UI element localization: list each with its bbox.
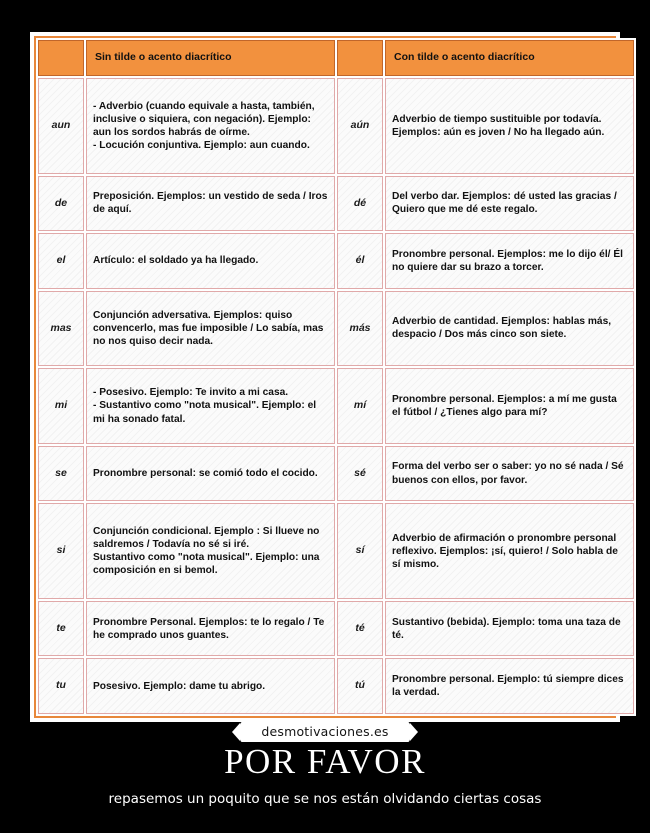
- definition-line: Adverbio de cantidad. Ejemplos: hablas más, despacio / Dos más cinco son siete.: [392, 316, 612, 341]
- definition-plain-cell: [86, 233, 335, 289]
- word-accent-cell: tú: [337, 658, 383, 714]
- table-row: [38, 78, 634, 174]
- word-plain-cell: tu: [38, 658, 84, 714]
- table-row: [38, 368, 634, 444]
- table-row: [38, 233, 634, 289]
- definition-line: - Posesivo. Ejemplo: Te invito a mi casa.: [93, 387, 289, 399]
- definition-accent-cell: [385, 233, 634, 289]
- definition-line: Pronombre Personal. Ejemplos: te lo regalo / Te he comprado unos guantes.: [93, 616, 325, 641]
- definition-plain-cell: [86, 368, 335, 444]
- poster-title: POR FAVOR: [224, 742, 426, 781]
- definition-line: Forma del verbo ser o saber: yo no sé nada / Sé buenos con ellos, por favor.: [392, 461, 624, 486]
- definition-accent-cell: [385, 503, 634, 599]
- header-blank-right: [337, 40, 383, 76]
- definition-line: - Locución conjuntiva. Ejemplo: aun cuando.: [93, 139, 310, 151]
- word-plain-cell: te: [38, 601, 84, 657]
- definition-plain-cell: [86, 78, 335, 174]
- definition-line: Del verbo dar. Ejemplos: dé usted las gracias / Quiero que me dé este regalo.: [392, 191, 617, 216]
- word-plain-cell: mas: [38, 291, 84, 367]
- word-accent-cell: sí: [337, 503, 383, 599]
- table-header-row: [38, 40, 634, 76]
- word-accent-cell: dé: [337, 176, 383, 232]
- table-row: [38, 601, 634, 657]
- word-plain-cell: si: [38, 503, 84, 599]
- definition-line: Sustantivo como "nota musical". Ejemplo: una composición en si bemol.: [93, 552, 320, 577]
- word-accent-cell: mí: [337, 368, 383, 444]
- table-row: [38, 446, 634, 502]
- word-accent-cell: sé: [337, 446, 383, 502]
- table-row: [38, 291, 634, 367]
- definition-accent-cell: [385, 658, 634, 714]
- definition-line: - Sustantivo como "nota musical". Ejemplo: el mi ha sonado fatal.: [93, 400, 317, 425]
- table-row: [38, 503, 634, 599]
- definition-plain-cell: [86, 503, 335, 599]
- definition-plain-cell: [86, 291, 335, 367]
- word-accent-cell: té: [337, 601, 383, 657]
- definition-plain-cell: [86, 176, 335, 232]
- definition-accent-cell: [385, 176, 634, 232]
- header-blank-left: [38, 40, 84, 76]
- header-sin-tilde: Sin tilde o acento diacrítico: [86, 40, 335, 76]
- definition-accent-cell: [385, 368, 634, 444]
- definition-accent-cell: [385, 601, 634, 657]
- table-row: [38, 658, 634, 714]
- definition-line: Sustantivo (bebida). Ejemplo: toma una taza de té.: [392, 616, 621, 641]
- definition-plain-cell: [86, 658, 335, 714]
- definition-accent-cell: [385, 291, 634, 367]
- poster-subtitle: repasemos un poquito que se nos están olvidando ciertas cosas: [108, 791, 542, 807]
- definition-accent-cell: [385, 446, 634, 502]
- definition-line: Pronombre personal. Ejemplos: a mí me gusta el fútbol / ¿Tienes algo para mí?: [392, 393, 617, 418]
- poster-image-frame: [30, 32, 624, 722]
- definition-line: Artículo: el soldado ya ha llegado.: [93, 255, 259, 267]
- table-row: [38, 176, 634, 232]
- definition-line: Pronombre personal. Ejemplos: me lo dijo él/ Él no quiere dar su brazo a torcer.: [392, 248, 623, 273]
- diacritic-accent-table: [36, 38, 636, 716]
- watermark-banner: [0, 722, 650, 742]
- word-plain-cell: de: [38, 176, 84, 232]
- word-plain-cell: mi: [38, 368, 84, 444]
- table-body: [38, 40, 634, 714]
- definition-line: Pronombre personal. Ejemplo: tú siempre dices la verdad.: [392, 674, 624, 699]
- definition-line: Preposición. Ejemplos: un vestido de seda / Iros de aquí.: [93, 191, 328, 216]
- word-accent-cell: más: [337, 291, 383, 367]
- word-plain-cell: se: [38, 446, 84, 502]
- diacritic-table-container: [34, 36, 624, 718]
- definition-line: Pronombre personal: se comió todo el cocido.: [93, 468, 318, 479]
- definition-line: Adverbio de afirmación o pronombre personal reflexivo. Ejemplos: ¡sí, quiero! / Solo habla de sí mismo.: [392, 532, 618, 570]
- definition-line: Adverbio de tiempo sustituible por todavía. Ejemplos: aún es joven / No ha llegado aún.: [392, 113, 605, 138]
- watermark-label: desmotivaciones.es: [239, 722, 410, 742]
- word-plain-cell: aun: [38, 78, 84, 174]
- definition-line: Conjunción adversativa. Ejemplos: quiso convencerlo, mas fue imposible / Lo sabía, mas no nos quiso decir nada.: [93, 309, 324, 347]
- definition-accent-cell: [385, 78, 634, 174]
- word-plain-cell: el: [38, 233, 84, 289]
- header-con-tilde: Con tilde o acento diacrítico: [385, 40, 634, 76]
- definition-line: - Adverbio (cuando equivale a hasta, también, inclusive o siquiera, con negación). Ejemplo: aun los sordos habrás de oírme.: [93, 100, 315, 138]
- definition-plain-cell: [86, 446, 335, 502]
- definition-line: Posesivo. Ejemplo: dame tu abrigo.: [93, 680, 266, 692]
- word-accent-cell: él: [337, 233, 383, 289]
- definition-line: Conjunción condicional. Ejemplo : Si llueve no saldremos / Todavía no sé si iré.: [93, 526, 320, 551]
- word-accent-cell: aún: [337, 78, 383, 174]
- definition-plain-cell: [86, 601, 335, 657]
